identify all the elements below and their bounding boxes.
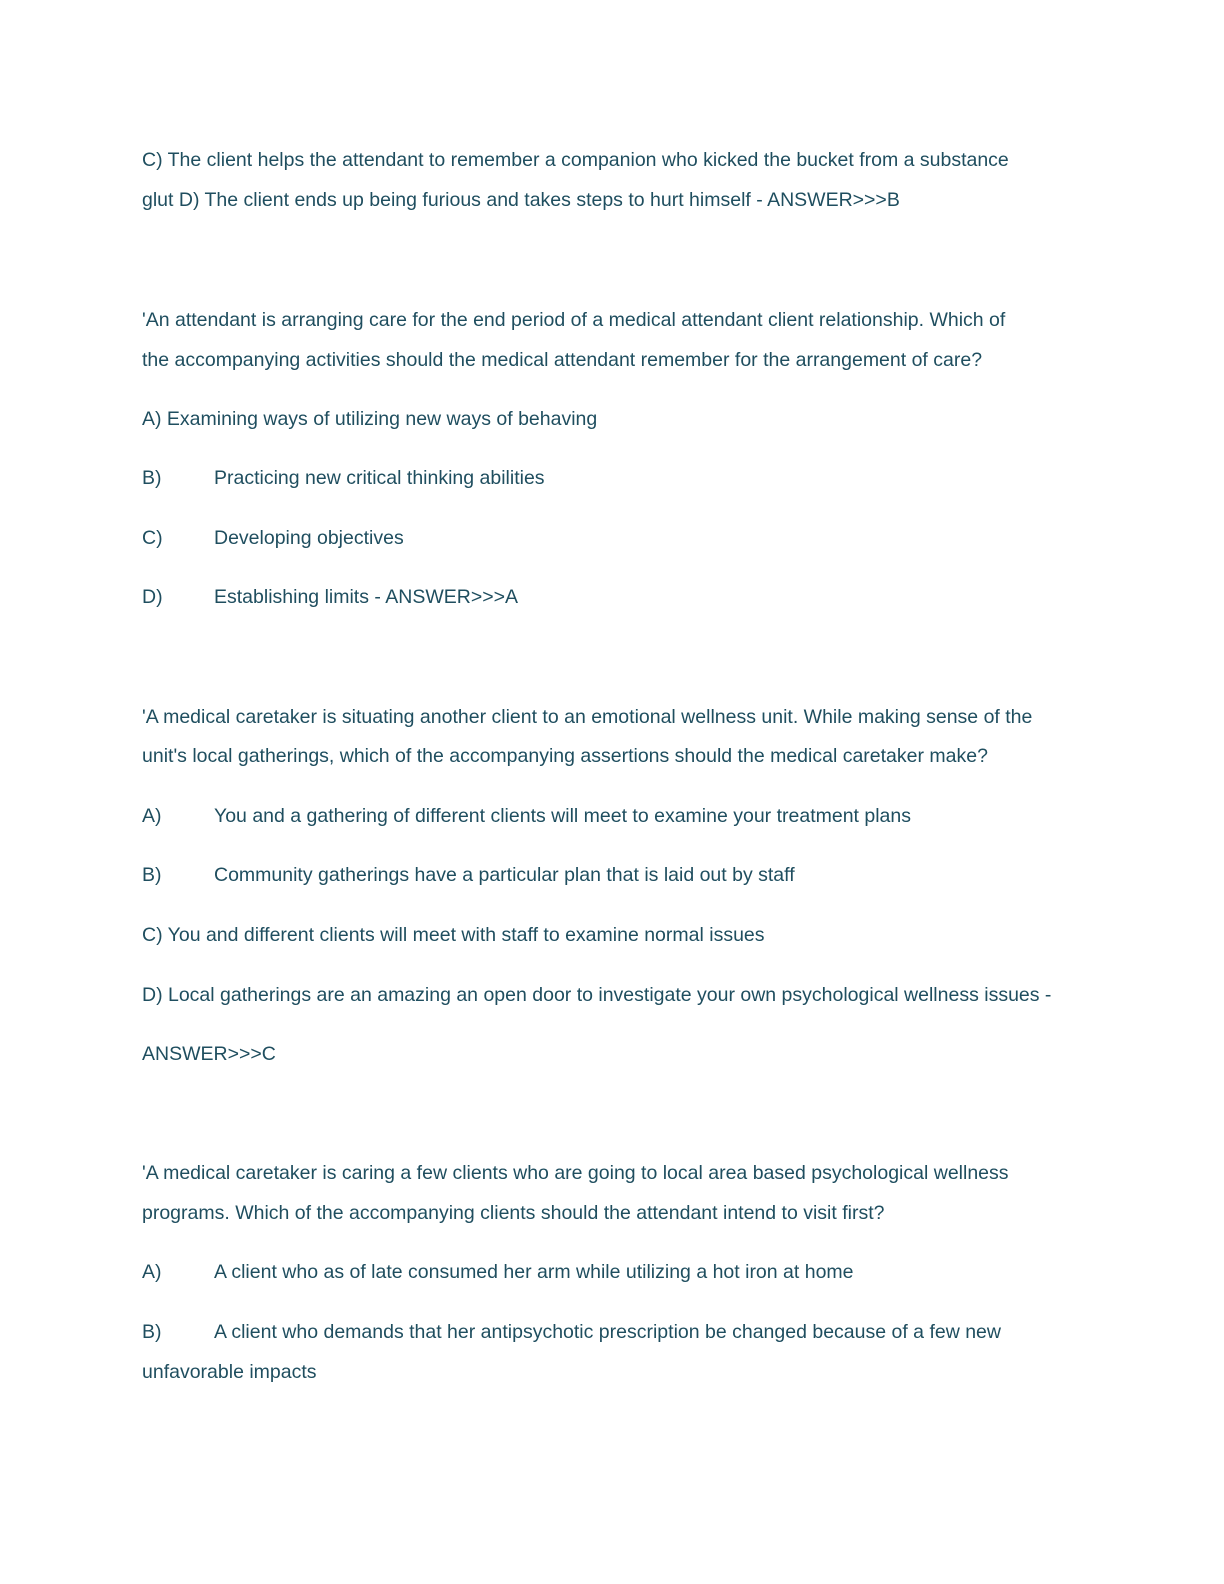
q2-option-a: A) Examining ways of utilizing new ways of behaving bbox=[142, 408, 598, 430]
q4-option-b-label: B) bbox=[142, 1321, 162, 1343]
q3-stem-line-2: unit's local gatherings, which of the accompanying assertions should the medical caretaker make? bbox=[142, 745, 988, 767]
q3-option-a bbox=[142, 804, 911, 828]
q4-stem-line-1: 'A medical caretaker is caring a few clients who are going to local area based psychological wellness bbox=[142, 1162, 1009, 1184]
q4-option-b-text: A client who demands that her antipsychotic prescription be changed because of a few new bbox=[214, 1321, 1001, 1343]
q2-option-b-label: B) bbox=[142, 467, 162, 489]
q3-option-a-label: A) bbox=[142, 805, 162, 827]
q2-option-c-label: C) bbox=[142, 527, 163, 549]
q3-option-c: C) You and different clients will meet with staff to examine normal issues bbox=[142, 924, 765, 946]
q3-option-b bbox=[142, 863, 795, 887]
q2-stem-line-1: 'An attendant is arranging care for the end period of a medical attendant client relationship. Which of bbox=[142, 309, 1006, 331]
q2-option-b-text: Practicing new critical thinking abilities bbox=[214, 467, 545, 489]
q4-stem-line-2: programs. Which of the accompanying clients should the attendant intend to visit first? bbox=[142, 1202, 885, 1224]
q1-option-c-line: C) The client helps the attendant to remember a companion who kicked the bucket from a substance bbox=[142, 149, 1009, 171]
q2-option-c-text: Developing objectives bbox=[214, 527, 404, 549]
q3-option-b-text: Community gatherings have a particular plan that is laid out by staff bbox=[214, 864, 795, 886]
q2-option-d-label: D) bbox=[142, 586, 163, 608]
q1-option-d-answer-line: glut D) The client ends up being furious and takes steps to hurt himself - ANSWER>>>B bbox=[142, 189, 900, 211]
q3-option-d-line-1: D) Local gatherings are an amazing an open door to investigate your own psychological wellness issues - bbox=[142, 984, 1052, 1006]
q2-option-b bbox=[142, 466, 545, 490]
q4-option-a bbox=[142, 1260, 854, 1284]
q3-option-a-text: You and a gathering of different clients will meet to examine your treatment plans bbox=[214, 805, 911, 827]
q3-answer-line: ANSWER>>>C bbox=[142, 1043, 276, 1065]
q3-option-b-label: B) bbox=[142, 864, 162, 886]
q4-option-b bbox=[142, 1320, 1001, 1344]
q4-option-a-text: A client who as of late consumed her arm while utilizing a hot iron at home bbox=[214, 1261, 854, 1283]
q4-option-b-line-2: unfavorable impacts bbox=[142, 1361, 317, 1383]
q2-option-c bbox=[142, 526, 404, 550]
q2-stem-line-2: the accompanying activities should the medical attendant remember for the arrangement of care? bbox=[142, 349, 983, 371]
q4-option-a-label: A) bbox=[142, 1261, 162, 1283]
q3-stem-line-1: 'A medical caretaker is situating another client to an emotional wellness unit. While making sense of the bbox=[142, 706, 1033, 728]
q2-option-d-text: Establishing limits - ANSWER>>>A bbox=[214, 586, 518, 608]
q2-option-d bbox=[142, 585, 518, 609]
